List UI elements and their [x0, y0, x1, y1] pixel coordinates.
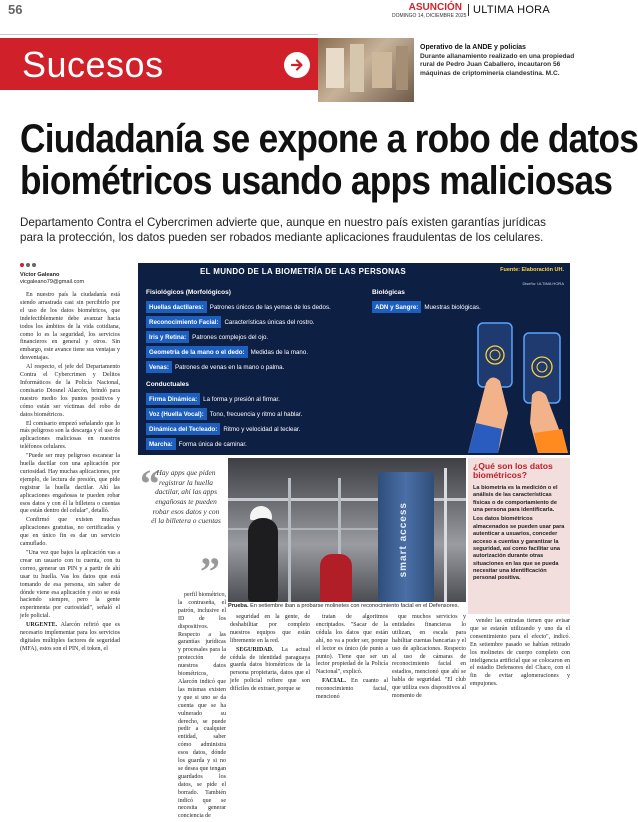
info-sidebar — [468, 458, 570, 614]
biometric-row — [146, 346, 308, 358]
pull-quote: Hay apps que piden registrar la huella dactilar, ahí las apps engañosas te pueden robar esos datos y con él la billetera o cuentas — [151, 468, 221, 526]
paragraph: El comisario empezó señalando que lo más peligroso son la descarga y el uso de aplicaciones maliciosas en nuestros teléfonos celulares. — [20, 420, 120, 451]
row-value: La forma y presión al firmar. — [203, 395, 280, 403]
row-value: Tono, frecuencia y ritmo al hablar. — [209, 410, 303, 418]
paragraph — [316, 678, 388, 702]
byline-email[interactable]: vicgaleano79@gmail.com — [20, 279, 85, 286]
paragraph: seguridad en la gente, de deshabilitar por completo nuestros equipos que están libremente en la red. — [230, 614, 310, 644]
paragraph-text: Alarcón refirió que es necesario implementar para los servicios digitales múltiples factores de seguridad (MFA), estos son el PIN, el token, el — [20, 622, 120, 652]
infographic-credit: Diseño: ULTIMA HORA — [522, 281, 564, 286]
teaser-photo[interactable] — [318, 38, 414, 102]
infographic-title: EL MUNDO DE LA BIOMETRÍA DE LAS PERSONAS — [200, 267, 406, 276]
infographic-source: Fuente: Elaboración UH. — [500, 267, 564, 273]
biometric-row — [146, 408, 302, 420]
row-value: Características únicas del rostro. — [224, 318, 315, 326]
category-title: Biológicas — [372, 289, 405, 296]
row-label: Venas: — [146, 361, 172, 373]
biometric-row — [372, 301, 481, 313]
paragraph: "Una vez que bajes la aplicación vas a crear un usuario con tu cuenta, con tu correo, generar un PIN y a partir de ahí usar tu huella. Vas los datos que está tomando de esa persona, sin saber de dónde viene esa aplicación y esto se está haciendo siempre, pero la gente experimenta por curiosidad", señaló el jefe policial. — [20, 550, 120, 620]
biometric-row — [146, 331, 268, 343]
row-label: Geometría de la mano o el dedo: — [146, 346, 248, 358]
quote-close-mark: ” — [200, 549, 220, 594]
row-value: Muestras biológicas. — [424, 303, 481, 311]
biometric-row — [146, 423, 300, 435]
paragraph: "Puede ser muy peligroso escanear la huella dactilar con una aplicación por curiosidad. Hay muchas aplicaciones, por ejemplo, de lectura de presión, que pide registrar la huella dactilar. Ahí las aplicaciones engañosas te pueden robar esos datos y con él la billetera o cuentas que están dentro del celular", detalló. — [20, 453, 120, 515]
top-rule — [0, 34, 318, 35]
paragraph: que muchos servicios y entidades financieras lo utilizan, en escala para habilitar cuentas bancarias y el uso de aplicaciones. Respecto al uso de cámaras de reconocimiento facial en estadios, mencionó que ahí se habla de seguridad. "El club que utiliza esos dispositivos al momento de — [392, 614, 466, 700]
article-photo[interactable] — [228, 458, 466, 602]
biometric-row — [146, 301, 331, 313]
row-label: Huellas dactilares: — [146, 301, 207, 313]
masthead-brand: ASUNCIÓN — [408, 2, 462, 13]
row-value: Medidas de la mano. — [250, 348, 309, 356]
phone-hands-illustration — [468, 303, 568, 453]
teaser-article[interactable] — [420, 44, 575, 78]
turnstile-machine — [378, 472, 434, 602]
row-value: Patrones de venas en la mano o palma. — [174, 363, 285, 371]
biometric-row — [146, 361, 284, 373]
machine-label: smart access — [398, 502, 409, 578]
infographic — [138, 263, 570, 455]
paragraph — [20, 622, 120, 654]
row-value: Forma única de caminar. — [178, 440, 247, 448]
category-title: Fisiológicos (Morfológicos) — [146, 289, 231, 296]
paragraph: vender las entradas tienen que avisar que se estarán utilizando y uno da el consentimiento para el efecto", indicó. En setiembre pasado se habían retirado los molinetes de cuerpo completo con inteligencia artificial que se colocaron en el estadio Defensores del Chaco, con el fin de evitar aglomeraciones y empujones. — [470, 618, 570, 688]
paragraph-text: La actual cédula de identidad paraguaya guarda datos biométricos de la persona propietaria, datos que el jefe policial refiere que son difíciles de extraer, porque se — [230, 646, 311, 693]
biometric-row — [146, 438, 247, 450]
worker-figure — [320, 554, 352, 602]
row-label: Dinámica del Tecleado: — [146, 423, 220, 435]
section-band-title: Sucesos — [22, 44, 164, 85]
teaser-body: Durante allanamiento realizado en una propiedad rural de Pedro Juan Caballero, incautaron 56 máquinas de criptominería clandestina. M.C. — [420, 52, 575, 77]
sidebar-title: ¿Qué son los datos biométricos? — [473, 461, 553, 481]
caption-label: Prueba. — [228, 603, 249, 609]
section-band — [0, 38, 318, 90]
subhead: FACIAL. — [322, 678, 347, 685]
photo-caption — [228, 603, 466, 609]
biometric-row — [146, 393, 280, 405]
worker-figure — [248, 518, 278, 602]
subhead: SEGURIDAD. — [236, 646, 274, 653]
section-label: ULTIMA HORA — [468, 4, 550, 16]
byline-dots — [20, 263, 36, 267]
paragraph-text: En cuanto al reconocimiento facial, mencionó — [316, 678, 388, 701]
row-label: ADN y Sangre: — [372, 301, 421, 313]
article-column-6 — [470, 618, 570, 750]
row-label: Reconocimiento Facial: — [146, 316, 221, 328]
paragraph: En nuestro país la ciudadanía está siendo arrastrada casi sin percibirlo por el uso de los datos biométricos, que indefectiblemente debe avanzar hacia todos los ámbitos de la vida cotidiana, como lo es la seguridad, los servicios financieros en general y otros. Sin embargo, este avance tiene sus ventajas y desventajas. — [20, 292, 120, 362]
masthead-date: DOMINGO 14, DICIEMBRE 2025 — [392, 13, 467, 19]
sidebar-body — [473, 485, 565, 583]
page-number: 56 — [8, 2, 23, 17]
row-label: Marcha: — [146, 438, 176, 450]
sidebar-paragraph: La biometría es la medición o el análisis de las características físicas o de comportamiento de una persona para identificarla. — [473, 484, 558, 514]
sidebar-paragraph: Los datos biométricos almacenados se pueden usar para autenticar a usuarios, conceder acceso a cuentas y garantizar la seguridad, así como facilitar una autorización durante otras situaciones en las que se pueda necesitar una identificación personal positiva. — [473, 516, 565, 582]
row-value: Patrones únicos de las yemas de los dedos. — [209, 303, 331, 311]
article-column-3 — [230, 614, 310, 750]
quote-open-mark: “ — [140, 461, 160, 506]
biometric-row — [146, 316, 315, 328]
caption-text: En setiembre iban a probarse molinetes con reconocimiento facial en el Defensores. — [250, 603, 460, 609]
row-label: Iris y Retina: — [146, 331, 189, 343]
article-column-5 — [392, 614, 466, 750]
paragraph: perfil biométrico, la contraseña, el patrón, inclusive el ID de los dispositivos. Respecto a las garantías jurídicas y procesales para la protección de nuestros datos biométricos, Alarcón indicó que las mismas existen y que si uno se da cuenta que se ha vulnerado su derecho, se puede pedir a cualquier entidad, saber cómo administra esos datos, dónde los guarda y si no se desea que tengan guardados los datos, se pide el borrado. También indicó que se necesita generar conciencia de — [178, 592, 226, 820]
arrow-right-icon[interactable] — [284, 52, 310, 78]
headline — [20, 117, 638, 203]
paragraph — [230, 647, 310, 694]
row-label: Voz (Huella Vocal): — [146, 408, 207, 420]
row-value: Ritmo y velocidad al teclear. — [223, 425, 301, 433]
row-label: Firma Dinámica: — [146, 393, 200, 405]
deck: Departamento Contra el Cybercrimen advierte que, aunque en nuestro país existen garantías jurídicas para la protección, los datos pueden ser robados mediante aplicaciones fraudulentas de los celulares. — [20, 216, 546, 244]
article-column-2 — [178, 592, 226, 822]
byline-author: Víctor Galeano — [20, 272, 60, 278]
headline-line-1: Ciudadanía se expone a robo de datos — [20, 117, 638, 161]
article-column-4 — [316, 614, 388, 750]
paragraph: tratan de algoritmos encriptados. "Sacar de la cédula los datos que están ahí, no va a poder ser, porque el lector es único (de punto a punto). Tiene que ser un lector propiedad de la Policía Nacional", explicó. — [316, 614, 388, 676]
masthead — [392, 2, 467, 19]
article-column-1 — [20, 292, 120, 750]
byline — [20, 272, 120, 287]
category-title: Conductuales — [146, 381, 189, 388]
paragraph: Confirmó que existen muchas aplicaciones gratuitas, no certificadas y que en único fin es dar un servicio camuflado. — [20, 517, 120, 548]
paragraph: Al respecto, el jefe del Departamento Contra el Cybercrimen y Delitos Informáticos de la Policía Nacional, comisario Diosnel Alarcón, brindó para nuestro medio los puntos positivos y cómo están ser víctimas del robo de datos biométricos. — [20, 364, 120, 418]
headline-line-2: biométricos usando apps maliciosas — [20, 159, 613, 203]
teaser-headline: Operativo de la ANDE y policías — [420, 44, 526, 51]
subhead: URGENTE. — [26, 622, 58, 629]
row-value: Patrones complejos del ojo. — [192, 333, 269, 341]
